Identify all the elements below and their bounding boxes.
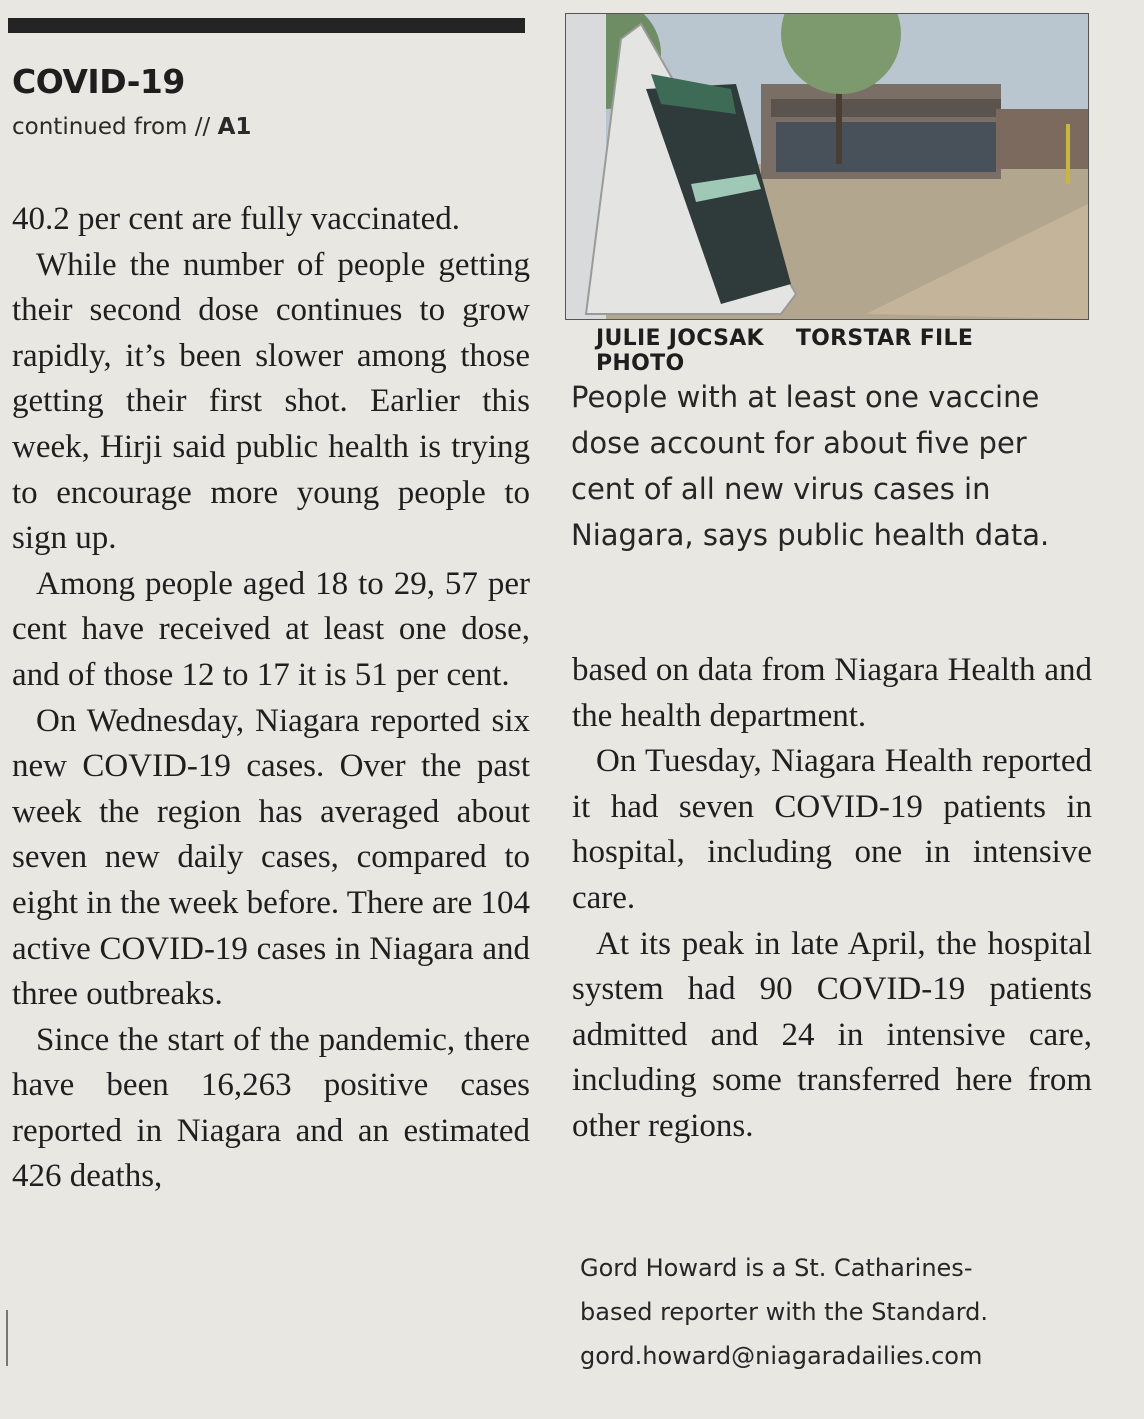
photo-credit <box>596 326 1086 376</box>
paragraph: 40.2 per cent are fully vaccinated. <box>12 201 461 237</box>
photographer: JULIE JOCSAK <box>596 326 764 351</box>
paragraph: based on data from Niagara Health and the health department. <box>572 652 1092 734</box>
paragraph: Among people aged 18 to 29, 57 per cent have received at least one dose, and of those 12 to 17 it is 51 per cent. <box>12 565 530 693</box>
column-edge-mark <box>6 1310 8 1366</box>
bio-line: Gord Howard is a St. Catharines- <box>580 1254 973 1282</box>
paragraph: While the number of people getting their second dose continues to grow rapidly, it’s been slower among those getting their first shot. Earlier this week, Hirji said public health is trying to encourage more young people to sign up. <box>12 246 530 557</box>
top-rule <box>8 18 525 33</box>
paragraph: Since the start of the pandemic, there have been 16,263 positive cases reported in Niagara and an estimated 426 deaths, <box>12 1021 530 1195</box>
author-bio <box>580 1246 1080 1378</box>
vaccine-clinic-photo <box>565 13 1089 320</box>
bio-line: based reporter with the Standard. <box>580 1298 989 1326</box>
photo-illustration <box>566 14 1088 319</box>
article-column-left <box>12 197 530 1200</box>
author-email: gord.howard@niagaradailies.com <box>580 1342 983 1370</box>
photo-source: TORSTAR FILE PHOTO <box>596 326 974 376</box>
continued-from <box>12 114 251 140</box>
section-heading: COVID-19 <box>12 62 185 101</box>
photo-caption: People with at least one vaccine dose account for about five per cent of all new virus cases in Niagara, says public health data. <box>571 380 1050 552</box>
paragraph: On Wednesday, Niagara reported six new COVID-19 cases. Over the past week the region has averaged about seven new daily cases, compared to eight in the week before. There are 104 active COVID-19 cases in Niagara and three outbreaks. <box>12 702 530 1013</box>
paragraph: At its peak in late April, the hospital system had 90 COVID-19 patients admitted and 24 in intensive care, including some transferred here from other regions. <box>572 925 1092 1144</box>
paragraph: On Tuesday, Niagara Health reported it had seven COVID-19 patients in hospital, including one in intensive care. <box>572 743 1092 916</box>
article-column-right <box>572 648 1092 1150</box>
continued-prefix: continued from // <box>12 114 211 140</box>
continued-page: A1 <box>217 114 252 140</box>
